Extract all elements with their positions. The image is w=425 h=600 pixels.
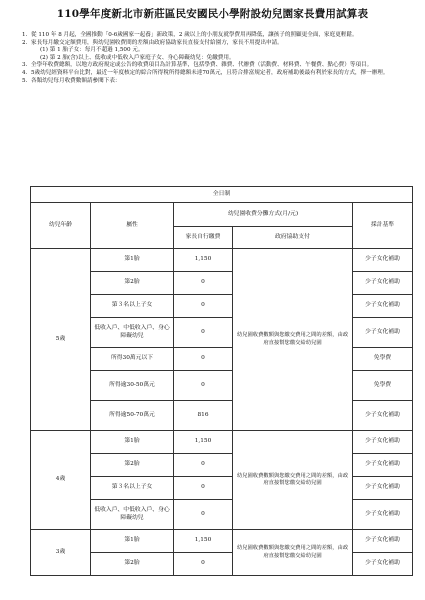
basis-cell: 少子女化補助 [353, 454, 413, 477]
note-text: (1) 第 1 胎子女：每月不超過 1,500 元。 [40, 47, 144, 54]
basis-cell: 少子女化補助 [353, 553, 413, 576]
note-item [22, 32, 414, 40]
category-cell: 第1胎 [91, 530, 174, 553]
note-number: 1. [22, 32, 28, 38]
basis-cell: 少子女化補助 [353, 272, 413, 295]
table-row [31, 530, 413, 553]
basis-cell: 少子女化補助 [353, 295, 413, 318]
basis-cell: 少子女化補助 [353, 318, 413, 348]
note-number: 2. [22, 39, 28, 46]
note-number: 3. [22, 62, 28, 69]
note-text: 家長每月繳交定額費用，與幼兒園收費間的差額由政府協助家長直接支付給園方，家長不用提出申請。 [31, 39, 283, 46]
basis-cell: 少子女化補助 [353, 500, 413, 530]
basis-cell: 少子女化補助 [353, 401, 413, 431]
age-cell: 3歲 [31, 530, 91, 576]
category-cell: 低收入戶、中低收入戶、身心障礙幼兒 [91, 318, 174, 348]
category-cell: 第2胎 [91, 272, 174, 295]
parent-fee-cell: 1,150 [174, 530, 233, 553]
note-text: 全學年收費總額，以地方政府規定或公告的收費項目為計算基準，包括學費、雜費、代辦費（活動費、材料費、午餐費、點心費）等項目。 [31, 62, 373, 69]
parent-fee-cell: 0 [174, 348, 233, 371]
category-cell: 低收入戶、中低收入戶、身心障礙幼兒 [91, 500, 174, 530]
basis-cell: 少子女化補助 [353, 249, 413, 272]
gov-pay-cell: 幼兒園收費數額與您繳交費用之間的差額，由政府直接幫您繳交給幼兒園 [233, 431, 353, 530]
parent-fee-cell: 0 [174, 553, 233, 576]
category-cell: 所得逾50-70萬元 [91, 401, 174, 431]
category-cell: 第1胎 [91, 431, 174, 454]
parent-fee-cell: 0 [174, 295, 233, 318]
note-text: 從 110 年 8 月起，全國推動「0-6歲國家一起養」新政策，2 歲以上的小朋友就學費用再降低，讓孩子的照顧更全面，家庭更輕鬆。 [31, 32, 358, 38]
basis-header: 採計基準 [353, 203, 413, 249]
gov-pay-cell: 幼兒園收費數額與您繳交費用之間的差額，由政府直接幫您繳交給幼兒園 [233, 530, 353, 576]
category-cell: 第2胎 [91, 454, 174, 477]
basis-cell: 免學費 [353, 371, 413, 401]
basis-cell: 少子女化補助 [353, 431, 413, 454]
parent-fee-cell: 816 [174, 401, 233, 431]
table-row [31, 249, 413, 272]
category-cell: 所得30萬元以下 [91, 348, 174, 371]
parent-fee-cell: 0 [174, 272, 233, 295]
parent-fee-cell: 0 [174, 500, 233, 530]
note-text: (2) 第 2 胎(含)以上、低收或中低收入戶家庭子女、身心障礙幼兒：免繳費用。 [40, 54, 235, 61]
basis-cell: 免學費 [353, 348, 413, 371]
parent-fee-cell: 0 [174, 318, 233, 348]
parent-fee-cell: 0 [174, 477, 233, 500]
note-item [22, 78, 414, 86]
note-item [22, 47, 414, 55]
note-number [31, 47, 40, 55]
system-header: 全日制 [31, 187, 413, 203]
age-cell: 4歲 [31, 431, 91, 530]
parent-fee-cell: 0 [174, 454, 233, 477]
parent-pay-header: 家長自行繳費 [174, 227, 233, 249]
category-cell: 第３名以上子女 [91, 477, 174, 500]
note-text: 5歲幼兒經資料平台比對，最近一年度核定的綜合所得稅所得總額未達70萬元，且符合排富規定者，政府補助後最有利於家長的方式，擇一辦理。 [31, 69, 389, 76]
basis-cell: 少子女化補助 [353, 530, 413, 553]
note-text: 各類幼兒每月收費數額請參閱下表： [31, 77, 121, 84]
basis-cell: 少子女化補助 [353, 477, 413, 500]
parent-fee-cell: 0 [174, 371, 233, 401]
table-row [31, 203, 413, 227]
notes-list [22, 32, 414, 85]
gov-pay-header: 政府協助支付 [233, 227, 353, 249]
table-row [31, 431, 413, 454]
age-header: 幼兒年齡 [31, 203, 91, 249]
category-cell: 第1胎 [91, 249, 174, 272]
document-title: 110學年度新北市新莊區民安國民小學附設幼兒園家長費用試算表 [56, 8, 369, 20]
parent-fee-cell: 1,150 [174, 249, 233, 272]
category-cell: 第2胎 [91, 553, 174, 576]
note-number: 5. [22, 77, 28, 84]
note-item [22, 70, 414, 78]
parent-fee-cell: 1,150 [174, 431, 233, 454]
category-cell: 所得逾30-50萬元 [91, 371, 174, 401]
category-header: 屬性 [91, 203, 174, 249]
note-number: 4. [22, 69, 28, 76]
age-cell: 5歲 [31, 249, 91, 431]
note-item [22, 62, 414, 70]
table-row [31, 187, 413, 203]
fee-table [30, 186, 413, 576]
category-cell: 第３名以上子女 [91, 295, 174, 318]
gov-pay-cell: 幼兒園收費數額與您繳交費用之間的差額，由政府直接幫您繳交給幼兒園 [233, 249, 353, 431]
fee-split-header: 幼兒園收費分攤方式(月/元) [174, 203, 353, 227]
